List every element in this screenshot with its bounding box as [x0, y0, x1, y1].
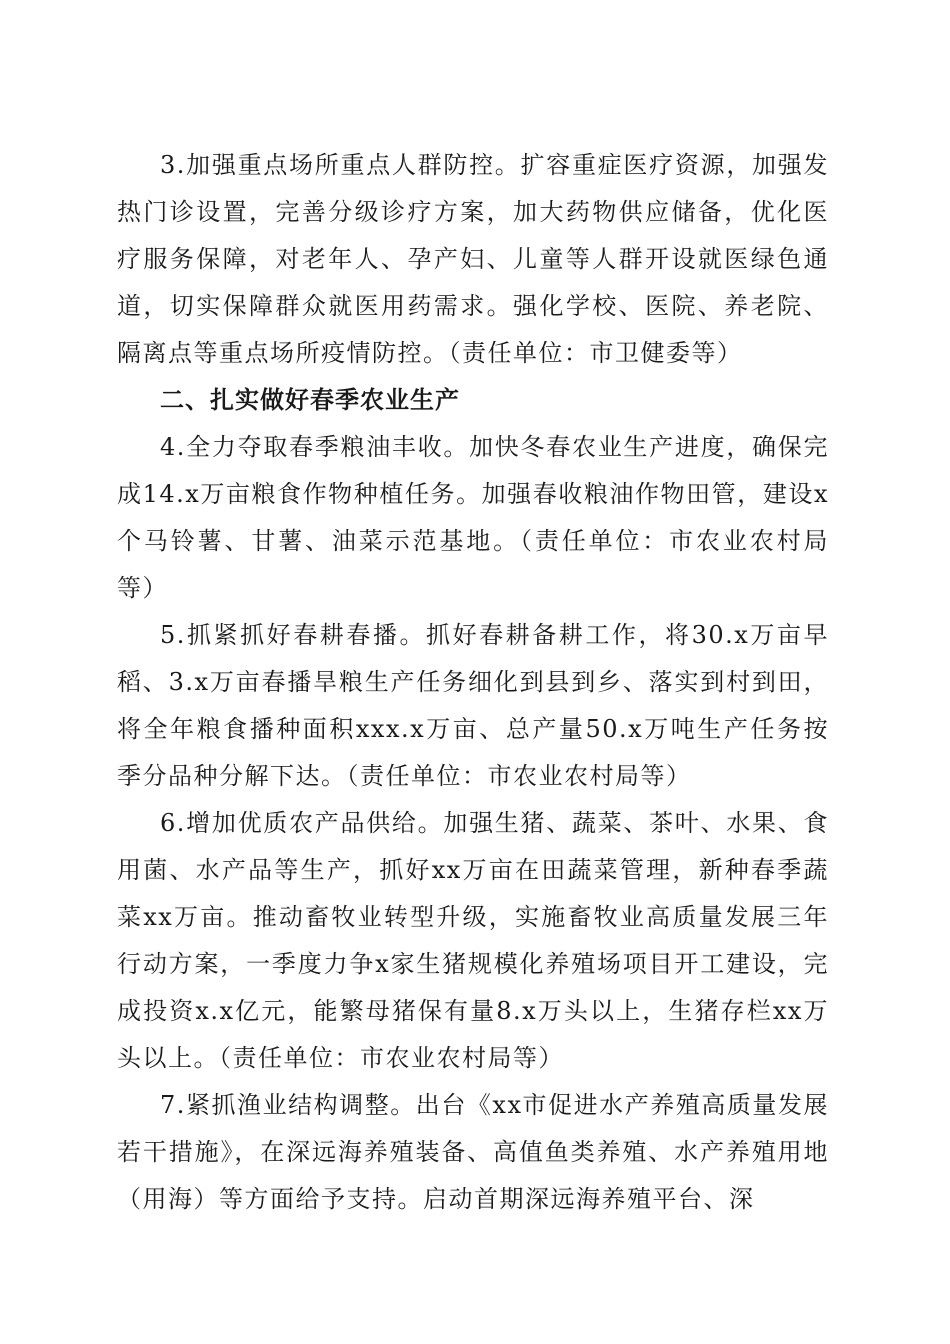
- paragraph-7-fishery: 7.紧抓渔业结构调整。出台《xx市促进水产养殖高质量发展若干措施》，在深远海养殖装备、高值鱼类养殖、水产养殖用地（用海）等方面给予支持。启动首期深远海养殖平台、深: [117, 1091, 829, 1213]
- document-body: [117, 142, 829, 1223]
- paragraph-4-grain-oil: 4.全力夺取春季粮油丰收。加快冬春农业生产进度，确保完成14.x万亩粮食作物种植任务。加强春收粮油作物田管，建设x个马铃薯、甘薯、油菜示范基地。（责任单位：市农业农村局等）: [117, 433, 829, 602]
- paragraph-3-healthcare: 3.加强重点场所重点人群防控。扩容重症医疗资源，加强发热门诊设置，完善分级诊疗方案，加大药物供应储备，优化医疗服务保障，对老年人、孕产妇、儿童等人群开设就医绿色通道，切实保障群众就医用药需求。强化学校、医院、养老院、隔离点等重点场所疫情防控。（责任单位：市卫健委等）: [117, 151, 829, 367]
- section-heading-agriculture: 二、扎实做好春季农业生产: [160, 386, 460, 414]
- paragraph-5-spring-planting: 5.抓紧抓好春耕春播。抓好春耕备耕工作，将30.x万亩早稻、3.x万亩春播旱粮生产任务细化到县到乡、落实到村到田，将全年粮食播种面积xxx.x万亩、总产量50.x万吨生产任务按季分品种分解下达。（责任单位：市农业农村局等）: [117, 621, 829, 790]
- paragraph-6-agri-supply: 6.增加优质农产品供给。加强生猪、蔬菜、茶叶、水果、食用菌、水产品等生产，抓好xx万亩在田蔬菜管理，新种春季蔬菜xx万亩。推动畜牧业转型升级，实施畜牧业高质量发展三年行动方案，一季度力争x家生猪规模化养殖场项目开工建设，完成投资x.x亿元，能繁母猪保有量8.x万头以上，生猪存栏xx万头以上。（责任单位：市农业农村局等）: [117, 809, 829, 1072]
